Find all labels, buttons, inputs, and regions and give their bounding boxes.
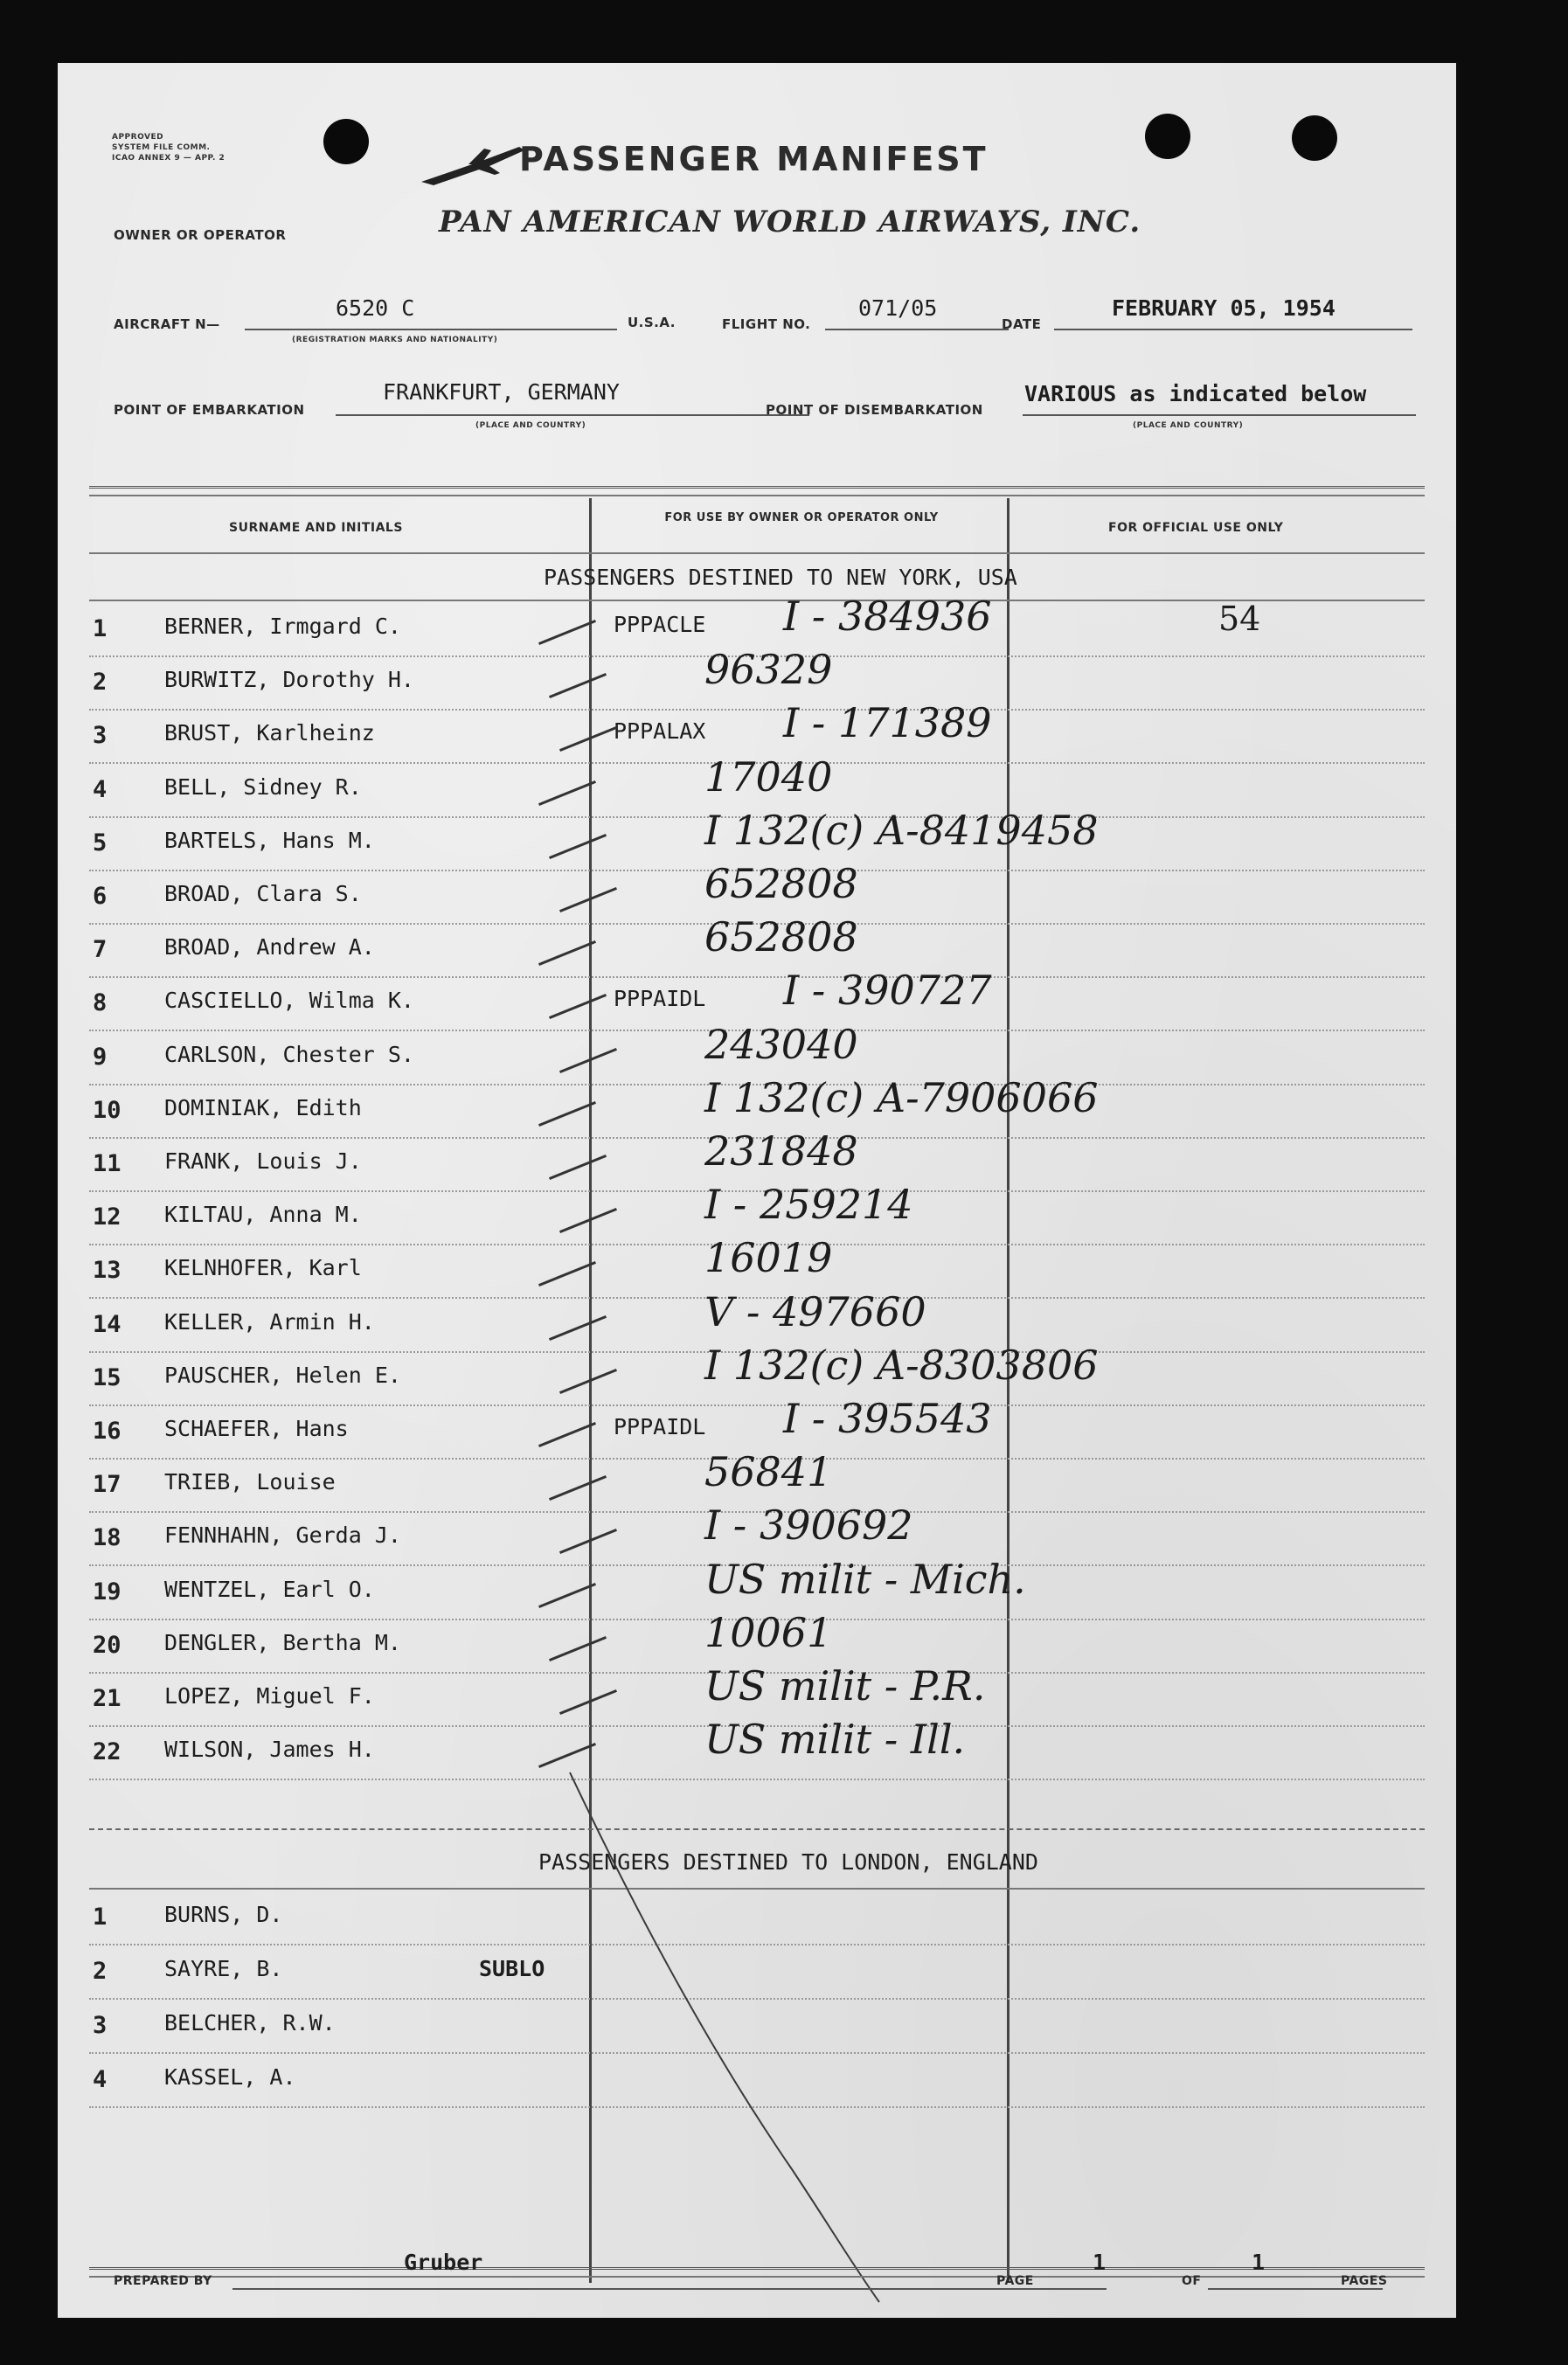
prepared-by-label: PREPARED BY [114, 2274, 212, 2288]
check-mark [538, 780, 596, 806]
row-rule [89, 1404, 1425, 1406]
disembarkation-label: POINT OF DISEMBARKATION [766, 402, 983, 418]
nationality-value: U.S.A. [628, 315, 676, 330]
section-heading-london: PASSENGERS DESTINED TO LONDON, ENGLAND [538, 1849, 1038, 1875]
document-number: 652808 [704, 913, 858, 961]
row-number: 16 [93, 1418, 121, 1445]
disembarkation-value: VARIOUS as indicated below [1024, 381, 1367, 406]
registration-caption: (REGISTRATION MARKS AND NATIONALITY) [292, 336, 498, 344]
check-mark [559, 1689, 617, 1715]
passenger-name: BARTELS, Hans M. [164, 828, 375, 853]
document-number: 16019 [704, 1234, 833, 1281]
document-number: I 132(c) A-8419458 [704, 807, 1099, 854]
passenger-name: BURWITZ, Dorothy H. [164, 667, 414, 692]
official-use-value: 54 [1218, 600, 1261, 638]
pages-label: PAGES [1341, 2274, 1388, 2288]
operator-code: PPPAIDL [614, 986, 706, 1011]
approval-line: APPROVED [112, 133, 164, 142]
row-number: 3 [93, 2012, 108, 2039]
check-mark [549, 673, 607, 698]
punch-hole [1145, 114, 1190, 159]
row-number: 14 [93, 1311, 121, 1338]
row-number: 17 [93, 1471, 121, 1498]
check-mark [549, 994, 607, 1019]
row-number: 7 [93, 936, 108, 963]
check-mark [538, 620, 596, 645]
row-number: 11 [93, 1150, 121, 1177]
row-number: 4 [93, 776, 108, 803]
passenger-name: KELLER, Armin H. [164, 1309, 375, 1335]
section-heading-new-york: PASSENGERS DESTINED TO NEW YORK, USA [544, 565, 1017, 590]
check-mark [559, 726, 617, 752]
check-mark [538, 1583, 596, 1608]
pages-total: 1 [1252, 2250, 1266, 2275]
row-number: 4 [93, 2066, 108, 2093]
passenger-note: SUBLO [479, 1956, 545, 1981]
check-mark [549, 1315, 607, 1341]
document-number: I - 259214 [704, 1181, 913, 1228]
passenger-name: BRUST, Karlheinz [164, 720, 375, 746]
row-number: 10 [93, 1097, 121, 1124]
document-number: I 132(c) A-8303806 [704, 1342, 1099, 1389]
of-label: OF [1182, 2274, 1202, 2288]
pencil-strike-mark [565, 1767, 914, 2309]
place-caption: (PLACE AND COUNTRY) [475, 421, 586, 430]
document-number: I - 384936 [783, 593, 992, 640]
document-number: US milit - Ill. [704, 1716, 966, 1763]
row-number: 8 [93, 989, 108, 1016]
embarkation-label: POINT OF EMBARKATION [114, 402, 305, 418]
column-header-official-use: FOR OFFICIAL USE ONLY [1108, 521, 1284, 535]
passenger-name: BURNS, D. [164, 1902, 283, 1927]
row-number: 2 [93, 1958, 108, 1985]
document-number: I - 390692 [704, 1502, 913, 1549]
document-number: V - 497660 [704, 1288, 926, 1335]
flight-value: 071/05 [858, 295, 938, 321]
passenger-name: FRANK, Louis J. [164, 1148, 362, 1174]
check-mark [559, 1529, 617, 1554]
passenger-name: SAYRE, B. [164, 1956, 283, 1981]
document-number: I - 171389 [783, 699, 992, 746]
passenger-name: SCHAEFER, Hans [164, 1416, 349, 1441]
check-mark [559, 887, 617, 912]
aircraft-label: AIRCRAFT N— [114, 316, 220, 332]
owner-label: OWNER OR OPERATOR [114, 227, 287, 243]
passenger-name: WILSON, James H. [164, 1737, 375, 1762]
page-label: PAGE [996, 2274, 1034, 2288]
passenger-name: FENNHAHN, Gerda J. [164, 1522, 401, 1548]
passenger-name: CASCIELLO, Wilma K. [164, 988, 414, 1013]
approval-line: ICAO ANNEX 9 — APP. 2 [112, 154, 225, 163]
row-number: 1 [93, 615, 108, 642]
page-number: 1 [1093, 2250, 1107, 2275]
document-number: US milit - P.R. [704, 1662, 986, 1710]
column-divider [1007, 498, 1009, 2283]
document-number: 652808 [704, 860, 858, 907]
column-header-owner-use: FOR USE BY OWNER OR OPERATOR ONLY [664, 511, 939, 524]
document-number: US milit - Mich. [704, 1556, 1026, 1603]
row-number: 18 [93, 1524, 121, 1551]
passenger-name: BERNER, Irmgard C. [164, 614, 401, 639]
passenger-name: KILTAU, Anna M. [164, 1202, 362, 1227]
check-mark [549, 834, 607, 859]
passenger-name: BROAD, Andrew A. [164, 934, 375, 960]
place-caption: (PLACE AND COUNTRY) [1133, 421, 1244, 430]
operator-name: PAN AMERICAN WORLD AIRWAYS, INC. [439, 205, 1141, 239]
document-number: 231848 [704, 1127, 858, 1175]
passenger-name: BROAD, Clara S. [164, 881, 362, 906]
passenger-name: BELCHER, R.W. [164, 2010, 336, 2036]
document-number: 243040 [704, 1021, 858, 1068]
operator-code: PPPALAX [614, 718, 706, 744]
row-number: 19 [93, 1578, 121, 1606]
row-number: 6 [93, 883, 108, 910]
page-title: PASSENGER MANIFEST [519, 140, 989, 178]
check-mark [538, 1261, 596, 1287]
airplane-icon [416, 138, 530, 191]
row-number: 3 [93, 722, 108, 749]
passenger-name: TRIEB, Louise [164, 1469, 336, 1495]
prepared-by-value: Gruber [404, 2250, 483, 2275]
passenger-name: LOPEZ, Miguel F. [164, 1683, 375, 1709]
passenger-name: PAUSCHER, Helen E. [164, 1363, 401, 1388]
document-number: 96329 [704, 646, 833, 693]
check-mark [538, 1743, 596, 1768]
document-number: 10061 [704, 1609, 833, 1656]
row-rule [89, 709, 1425, 711]
passenger-name: CARLSON, Chester S. [164, 1042, 414, 1067]
row-number: 22 [93, 1738, 121, 1765]
row-number: 12 [93, 1203, 121, 1231]
manifest-sheet [58, 63, 1456, 2318]
passenger-name: BELL, Sidney R. [164, 774, 362, 800]
punch-hole [323, 119, 369, 164]
document-number: I - 395543 [783, 1395, 992, 1442]
date-label: DATE [1002, 316, 1042, 332]
row-number: 5 [93, 829, 108, 857]
row-number: 13 [93, 1257, 121, 1284]
passenger-name: DOMINIAK, Edith [164, 1095, 362, 1120]
check-mark [559, 1369, 617, 1394]
flight-label: FLIGHT NO. [722, 316, 811, 332]
row-number: 15 [93, 1364, 121, 1391]
approval-line: SYSTEM FILE COMM. [112, 143, 211, 152]
check-mark [559, 1208, 617, 1233]
check-mark [549, 1155, 607, 1180]
passenger-name: KASSEL, A. [164, 2064, 296, 2090]
document-number: 56841 [704, 1448, 833, 1495]
check-mark [538, 1422, 596, 1447]
date-value: FEBRUARY 05, 1954 [1112, 295, 1336, 321]
row-number: 1 [93, 1904, 108, 1931]
check-mark [549, 1475, 607, 1501]
document-number: I - 390727 [783, 967, 992, 1014]
operator-code: PPPAIDL [614, 1414, 706, 1439]
passenger-name: KELNHOFER, Karl [164, 1255, 362, 1280]
embarkation-value: FRANKFURT, GERMANY [383, 379, 620, 405]
column-header-surname: SURNAME AND INITIALS [229, 521, 403, 535]
check-mark [538, 1101, 596, 1127]
row-number: 21 [93, 1685, 121, 1712]
document-number: I 132(c) A-7906066 [704, 1074, 1099, 1121]
punch-hole [1292, 115, 1337, 161]
check-mark [549, 1636, 607, 1661]
passenger-name: WENTZEL, Earl O. [164, 1577, 375, 1602]
aircraft-value: 6520 C [336, 295, 415, 321]
document-number: 17040 [704, 753, 833, 801]
row-number: 20 [93, 1632, 121, 1659]
check-mark [538, 940, 596, 966]
row-number: 9 [93, 1044, 108, 1071]
row-number: 2 [93, 669, 108, 696]
row-rule [89, 976, 1425, 978]
passenger-name: DENGLER, Bertha M. [164, 1630, 401, 1655]
check-mark [559, 1048, 617, 1073]
operator-code: PPPACLE [614, 612, 706, 637]
